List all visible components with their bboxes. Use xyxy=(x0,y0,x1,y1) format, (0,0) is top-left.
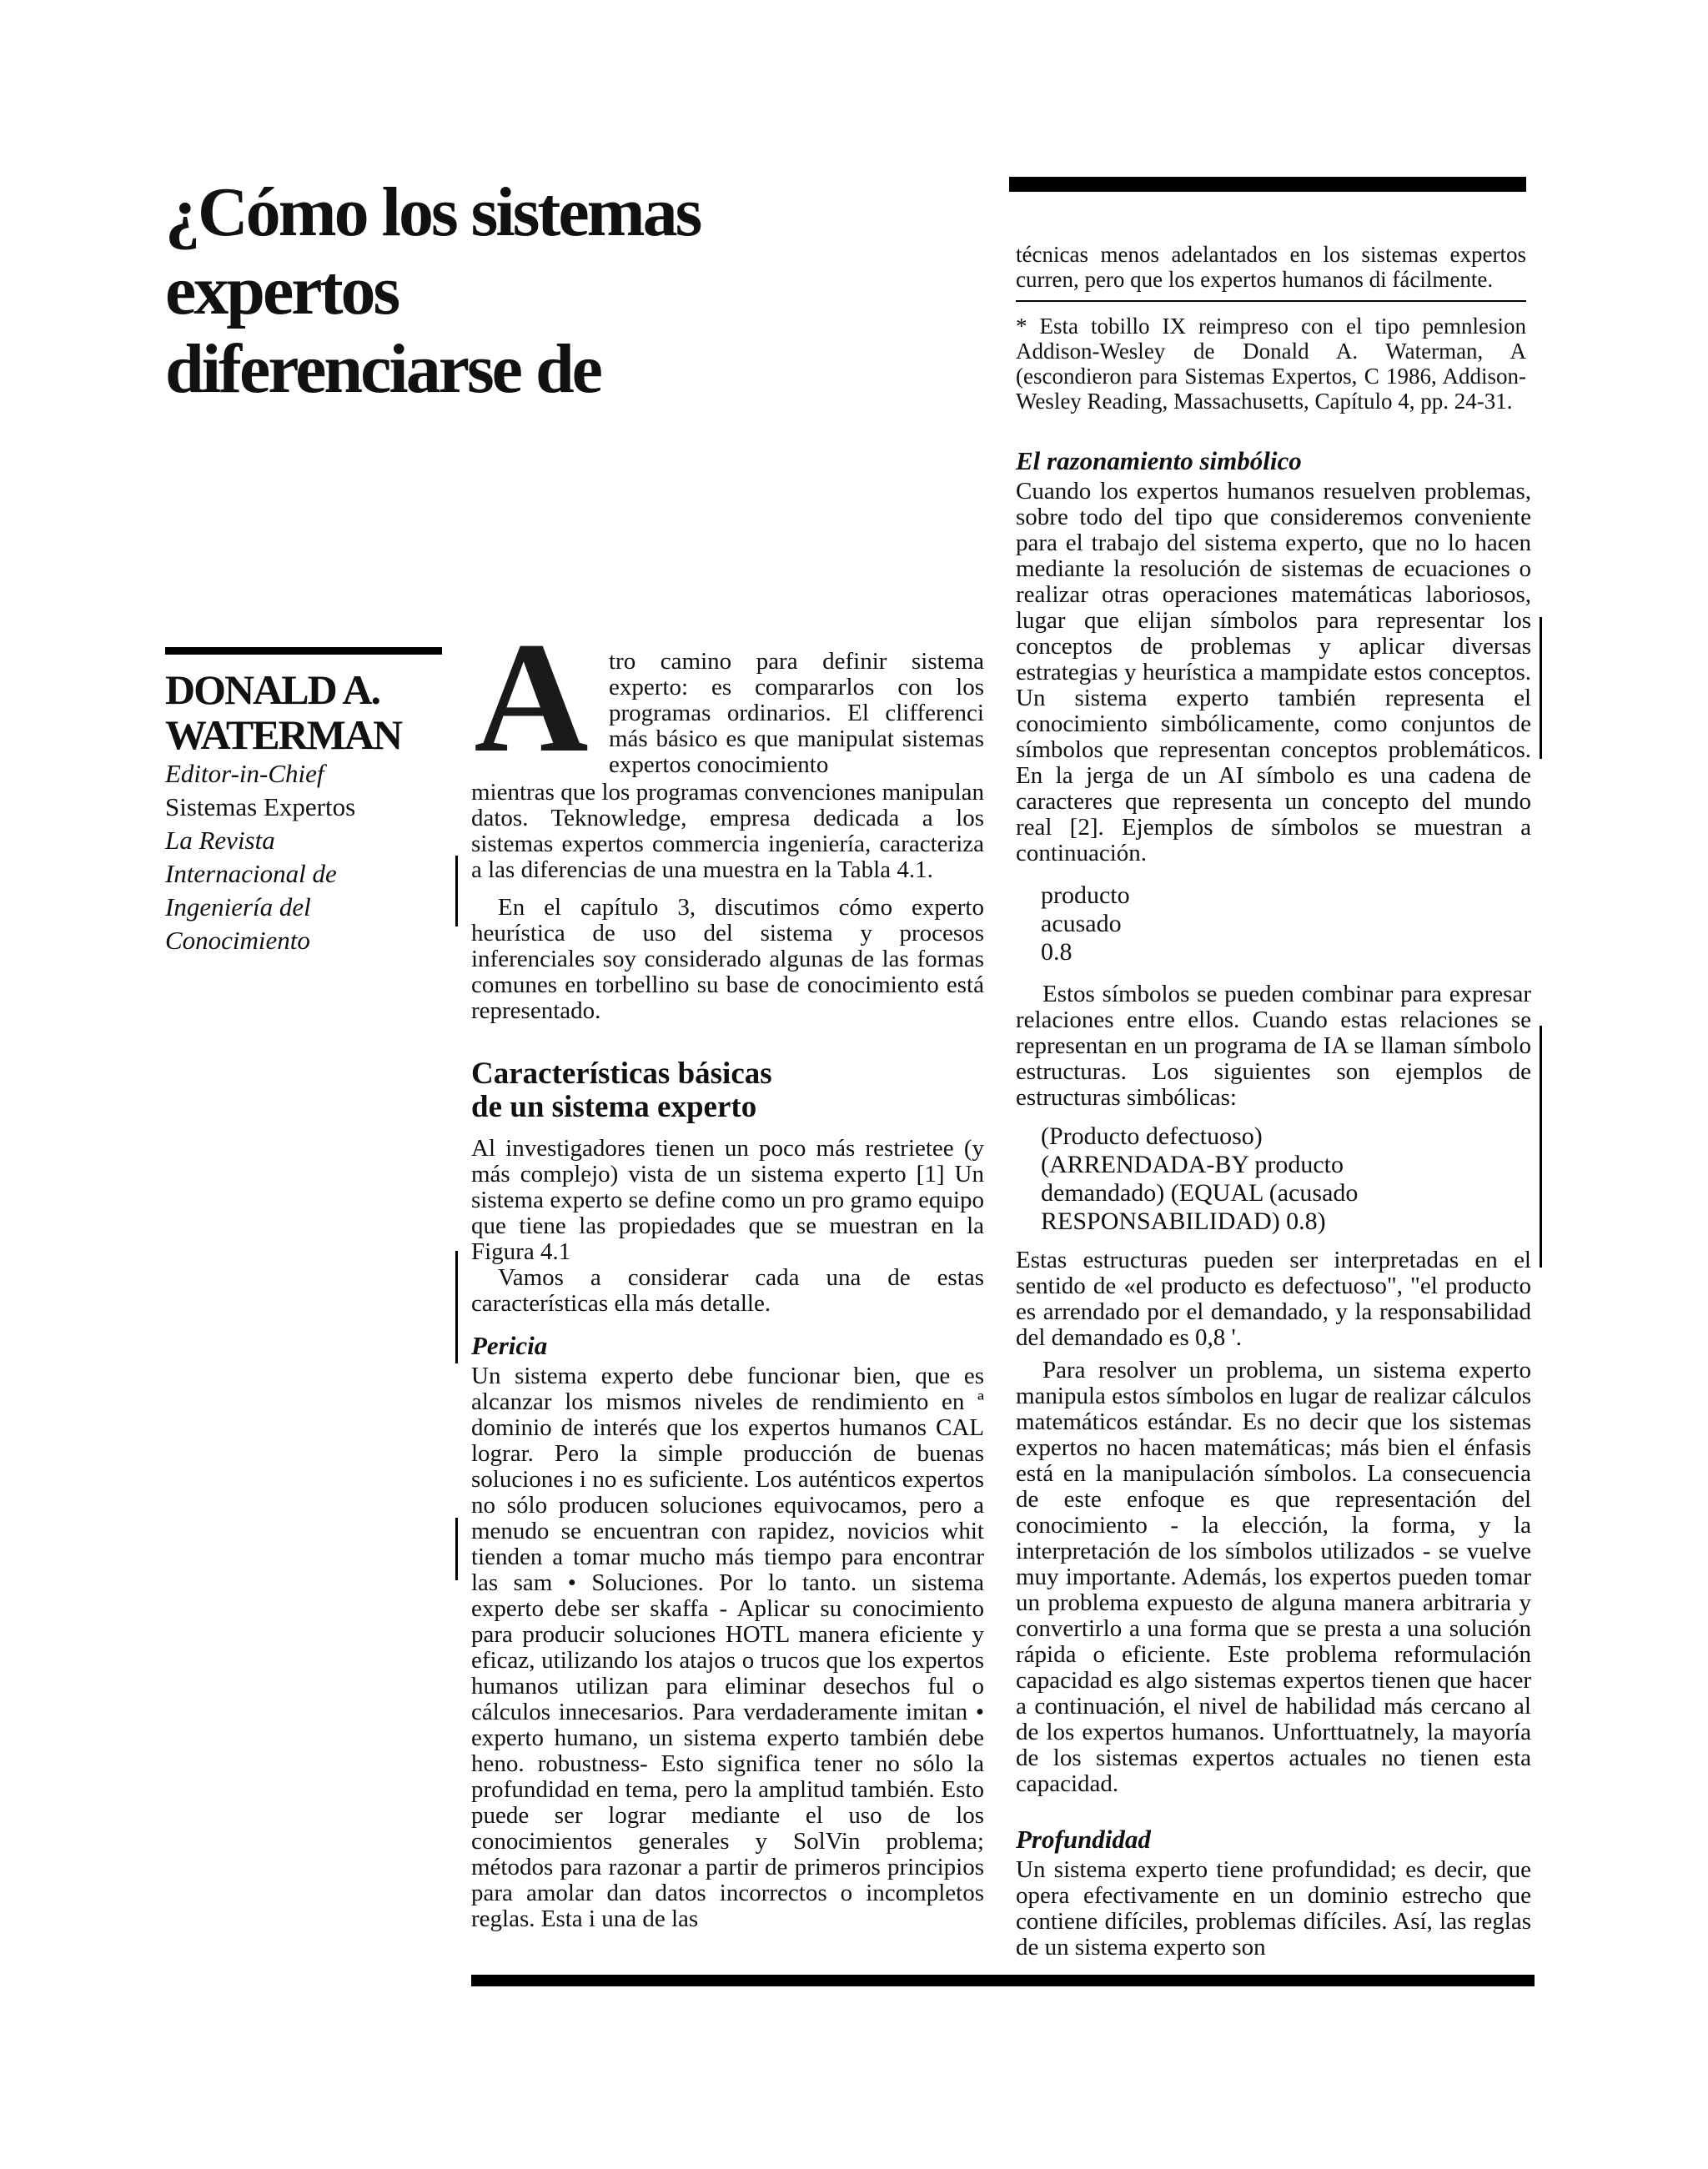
structure-item: RESPONSABILIDAD) 0.8) xyxy=(1041,1208,1326,1235)
right-column-rule-2 xyxy=(1540,1026,1542,1268)
right-paragraph-5: Un sistema experto tiene profundidad; es decir, que opera efectivamente en un dominio estrecho que contiene difíciles, problemas difíciles. Así, las reglas de un sistema experto son xyxy=(1016,1856,1531,1961)
symbol-item: 0.8 xyxy=(1041,938,1073,966)
title-line-1: ¿Cómo los sistemas xyxy=(165,173,701,251)
footnote xyxy=(1016,314,1526,414)
structure-item: (ARRENDADA-BY producto xyxy=(1041,1151,1344,1178)
right-column-rule-1 xyxy=(1540,617,1542,759)
structure-item: (Producto defectuoso) xyxy=(1041,1122,1263,1150)
author-org: Sistemas Expertos xyxy=(165,792,356,821)
intro-top-paragraph: tro camino para definir sistema experto: es compararlos con los programas ordinarios. El clifferenci más básico es que manipulat sistemas expertos conocimiento xyxy=(609,648,984,778)
author-affiliation xyxy=(165,757,449,957)
author-name-line-2: WATERMAN xyxy=(165,711,402,758)
subheading-razonamiento: El razonamiento simbólico xyxy=(1016,446,1302,475)
middle-column-rule-2 xyxy=(455,1251,458,1363)
middle-column xyxy=(471,780,984,1932)
title-line-3: diferenciarse de xyxy=(165,330,600,408)
right-top-paragraph: técnicas menos adelantados en los sistemas expertos curren, pero que los expertos humanos di fácilmente. xyxy=(1016,242,1526,292)
symbol-item: acusado xyxy=(1041,910,1122,937)
author-name-line-1: DONALD A. xyxy=(165,666,380,713)
journal-line-4: Conocimiento xyxy=(165,926,310,955)
footnote-text: * Esta tobillo IX reimpreso con el tipo pemnlesion Addison-Wesley de Donald A. Waterman, A (escondieron para Sistemas Expertos, C 1986, Addison-Wesley Reading, Massachusetts, Capítulo 4, pp. 24-31. xyxy=(1016,314,1526,414)
structure-list xyxy=(1041,1122,1531,1236)
symbol-list xyxy=(1041,881,1531,967)
intro-top-text xyxy=(609,649,984,778)
middle-column-rule-3 xyxy=(455,1518,458,1580)
article-title xyxy=(165,173,799,409)
section-heading xyxy=(471,1057,984,1124)
author-role: Editor-in-Chief xyxy=(165,759,324,788)
author-name xyxy=(165,667,449,757)
middle-paragraph-3: Al investigadores tienen un poco más restrietee (y más complejo) vista de un sistema experto [1] Un sistema experto se define como un pro gramo equipo que tiene las propiedades que se muestran en la Figura 4.1 xyxy=(471,1135,984,1265)
right-paragraph-2: Estos símbolos se pueden combinar para expresar relaciones entre ellos. Cuando estas relaciones se representan en un programa de IA se llaman símbolo estructuras. Los siguientes son ejemplos de estructuras simbólicas: xyxy=(1016,981,1531,1111)
subheading-profundidad: Profundidad xyxy=(1016,1825,1151,1854)
author-rule xyxy=(165,647,442,655)
section-heading-line-1: Características básicas xyxy=(471,1057,772,1091)
journal-line-2: Internacional de xyxy=(165,859,337,888)
top-right-rule xyxy=(1009,177,1526,192)
dropcap-letter: A xyxy=(469,635,594,762)
middle-column-rule-1 xyxy=(455,856,458,926)
footnote-rule xyxy=(1016,300,1526,302)
middle-paragraph-4: Vamos a considerar cada una de estas características ella más detalle. xyxy=(471,1264,984,1317)
section-heading-line-2: de un sistema experto xyxy=(471,1090,757,1124)
middle-paragraph-2: En el capítulo 3, discutimos cómo experto heurística de uso del sistema y procesos inferenciales soy considerado algunas de las formas comunes en torbellino su base de conocimiento está representado. xyxy=(471,894,984,1024)
right-column-top xyxy=(1016,242,1526,292)
right-column xyxy=(1016,447,1531,1961)
right-paragraph-3: Estas estructuras pueden ser interpretadas en el sentido de «el producto es defectuoso", "el producto es arrendado por el demandado, y la responsabilidad del demandado es 0,8 '. xyxy=(1016,1247,1531,1351)
right-paragraph-4: Para resolver un problema, un sistema experto manipula estos símbolos en lugar de realizar cálculos matemáticos estándar. Es no decir que los sistemas expertos no hacen matemáticas; más bien el énfasis está en la manipulación símbolos. La consecuencia de este enfoque es que representación del conocimiento - la elección, la forma, y la interpretación de los símbolos utilizados - se vuelve muy importante. Además, los expertos pueden tomar un problema expuesto de alguna manera arbitraria y convertirlo a una forma que se presta a una solución rápida o eficiente. Este problema reformulación capacidad es algo sistemas expertos tienen que hacer a continuación, el nivel de habilidad más cercano al de los expertos humanos. Unforttuatnely, la mayoría de los sistemas expertos actuales no tienen esta capacidad. xyxy=(1016,1357,1531,1797)
subheading-pericia: Pericia xyxy=(471,1331,548,1360)
middle-paragraph-5: Un sistema experto debe funcionar bien, que es alcanzar los mismos niveles de rendimiento en ª dominio de interés que los expertos humanos CAL lograr. Pero la simple producción de buenas soluciones i no es suficiente. Los auténticos expertos no sólo producen soluciones equivocamos, pero a menudo se encuentran con rapidez, novicios whit tienden a tomar mucho más tiempo para encontrar las sam • Soluciones. Por lo tanto. un sistema experto debe ser skaffa - Aplicar su conocimiento para producir soluciones HOTL manera eficiente y eficaz, utilizando los atajos o trucos que los expertos humanos utilizan para eliminar desechos ful o cálculos innecesarios. Para verdaderamente imitan • experto humano, un sistema experto también debe heno. robustness- Esto significa tener no sólo la profundidad en tema, pero la amplitud también. Esto puede ser lograr mediante el uso de los conocimientos generales y SolVin problema; métodos para razonar a partir de primeros principios para amolar dan datos incorrectos o incompletos reglas. Esta i una de las xyxy=(471,1363,984,1932)
bottom-rule xyxy=(471,1975,1535,1986)
title-line-2: expertos xyxy=(165,252,399,329)
intro-rest-paragraph: mientras que los programas convenciones manipulan datos. Teknowledge, empresa dedicada a los sistemas expertos commercia ingeniería, caracteriza a las diferencias de una muestra en la Tabla 4.1. xyxy=(471,779,984,883)
symbol-item: producto xyxy=(1041,881,1130,909)
journal-line-3: Ingeniería del xyxy=(165,892,311,921)
journal-line-1: La Revista xyxy=(165,826,275,855)
right-paragraph-1: Cuando los expertos humanos resuelven problemas, sobre todo del tipo que consideremos conveniente para el trabajo del sistema experto, que no lo hacen mediante la resolución de sistemas de ecuaciones o realizar otras operaciones matemáticas laboriosos, lugar que elijan símbolos para representar los conceptos de problemas y aplicar diversas estrategias y heurística a mampidate estos conceptos. Un sistema experto también representa el conocimiento simbólicamente, como conjuntos de símbolos que representan conceptos problemáticos. En la jerga de un AI símbolo es una cadena de caracteres que representa un concepto del mundo real [2]. Ejemplos de símbolos se muestran a continuación. xyxy=(1016,478,1531,866)
structure-item: demandado) (EQUAL (acusado xyxy=(1041,1179,1359,1207)
